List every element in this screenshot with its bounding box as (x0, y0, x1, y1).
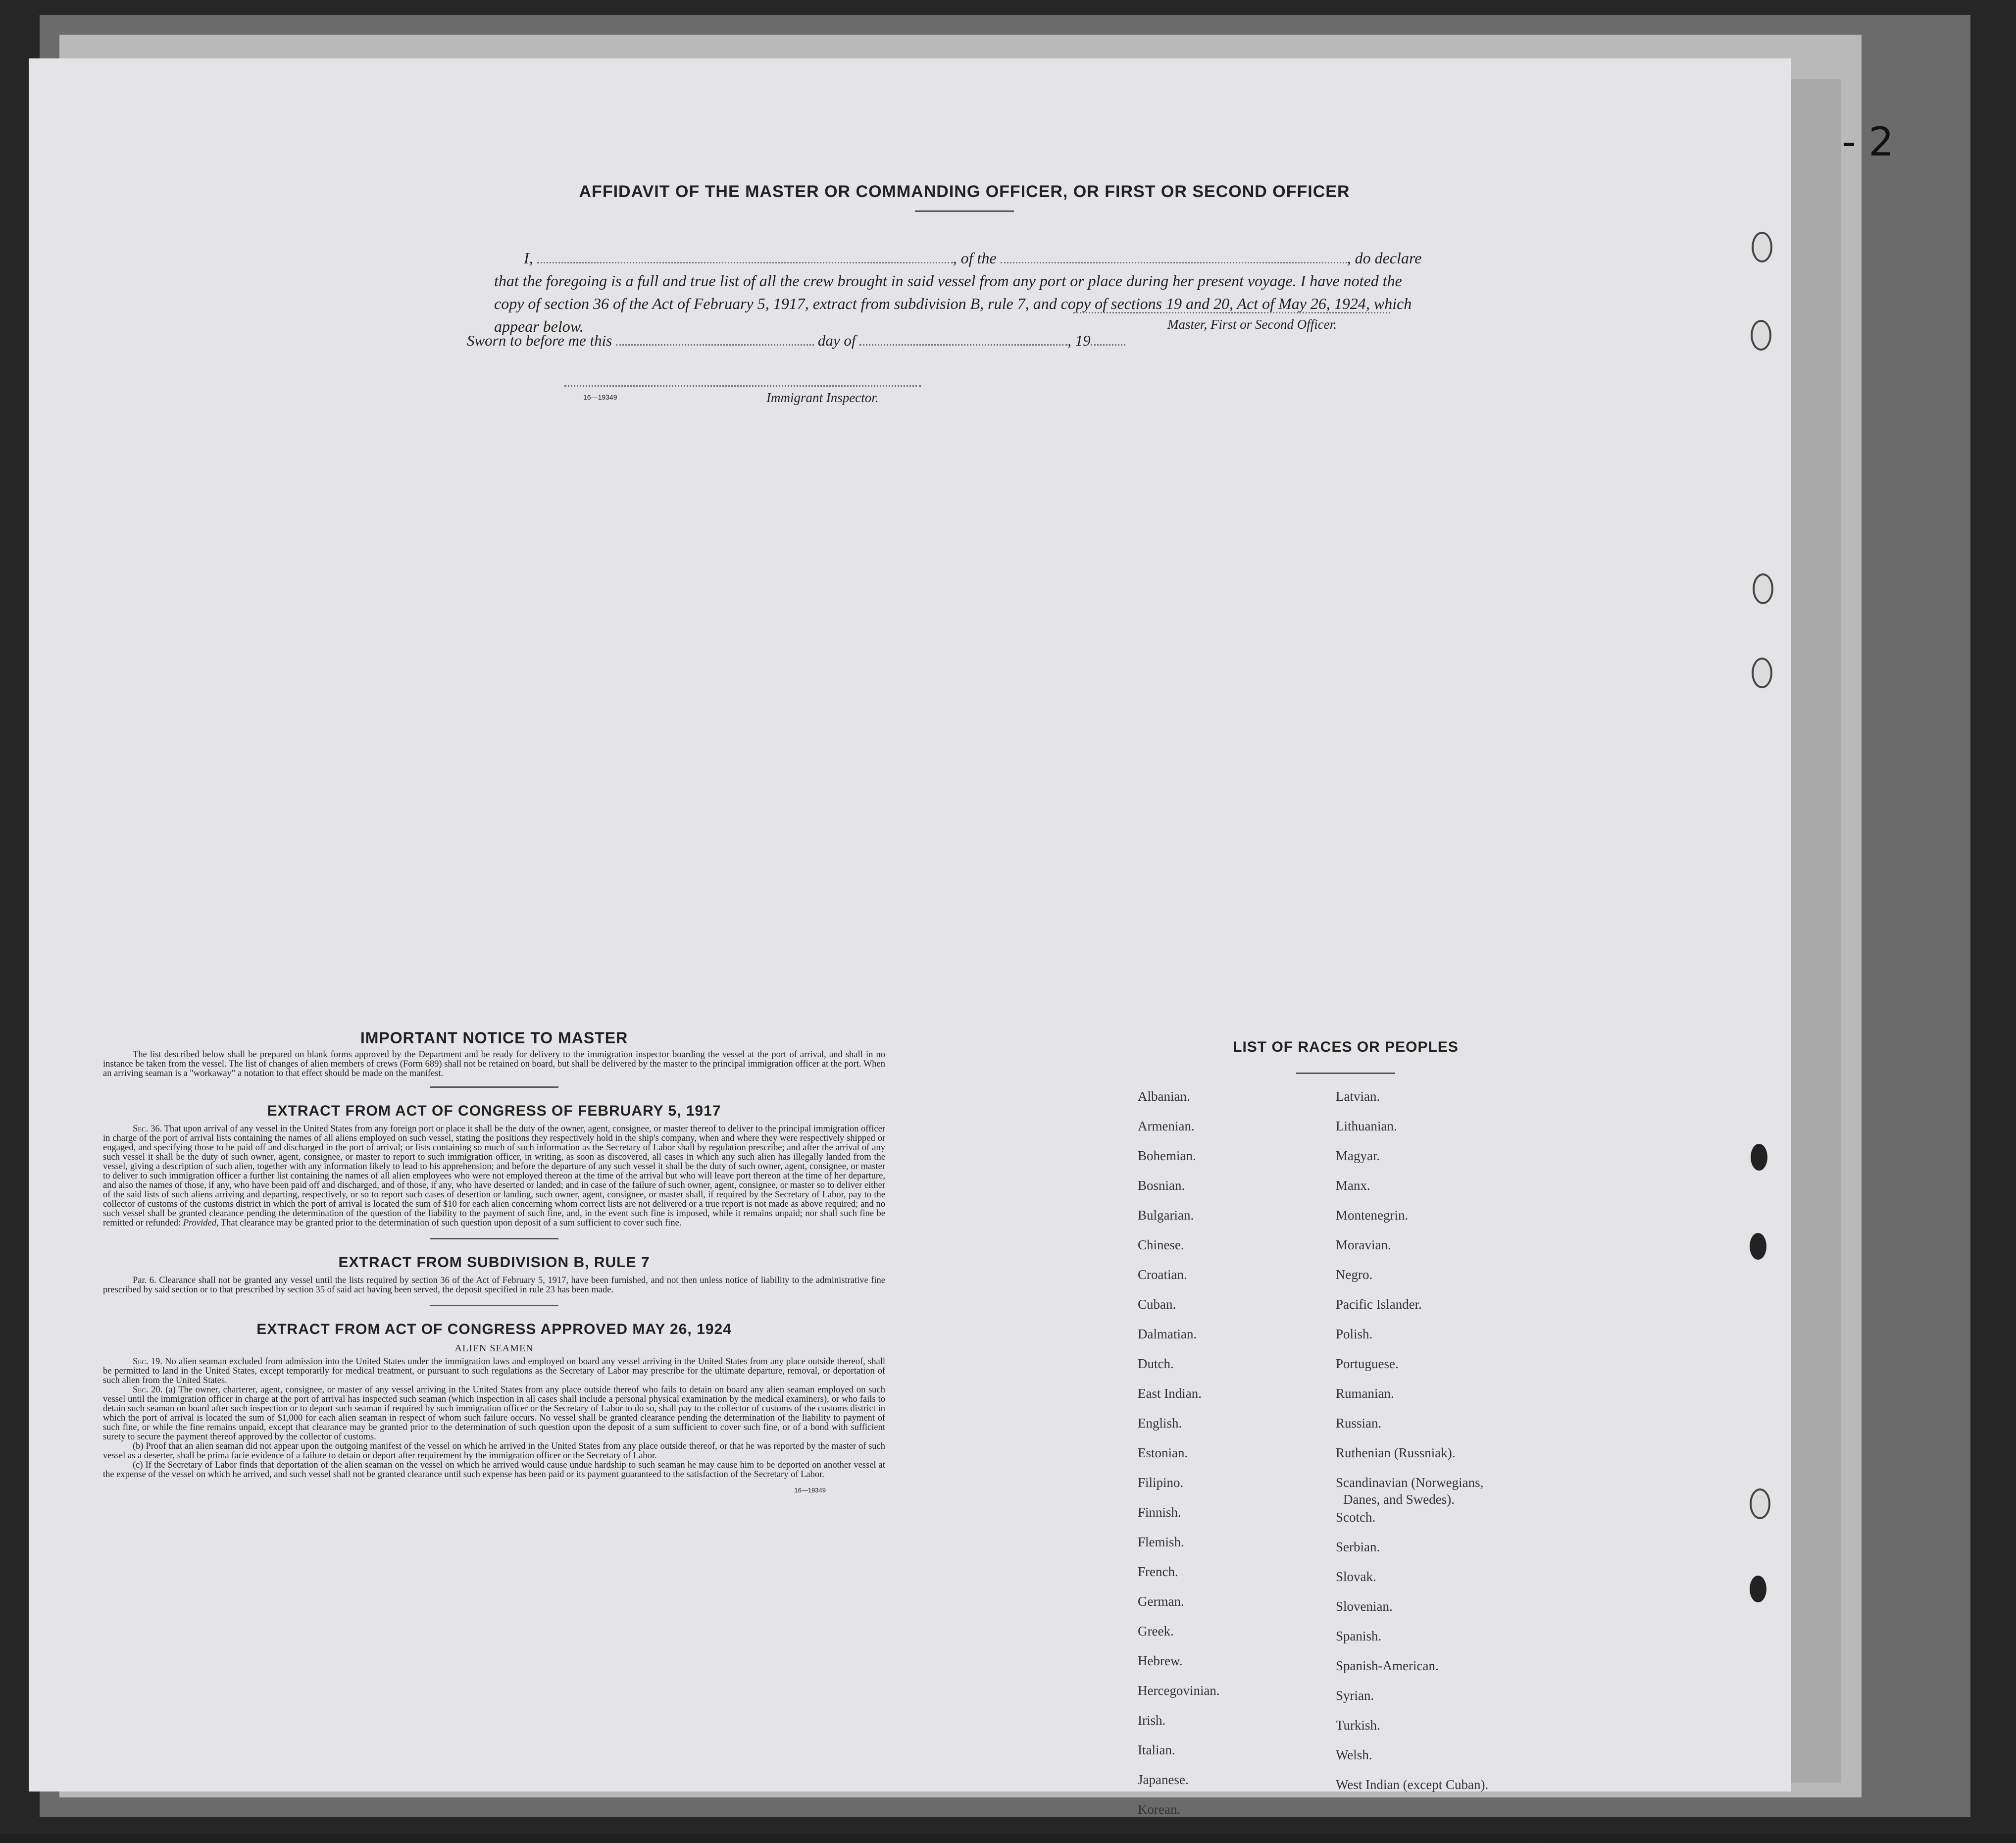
race-item: Albanian. (1138, 1089, 1190, 1104)
page-edge-strip (1791, 79, 1841, 1783)
notice-title: IMPORTANT NOTICE TO MASTER (360, 1029, 628, 1047)
sec20c-text: (c) If the Secretary of Labor finds that deportation of the alien seaman on the vessel on which he arrived would cause undue hardship to such seaman he may cause him to be deported on another vessel at the expense of the vessel on which he arrived, and such vessel shall not be granted clearance until such expense has been paid or its payment guaranteed to the satisfaction of the Secretary of Labor. (103, 1460, 885, 1480)
race-item: Pacific Islander. (1336, 1297, 1422, 1312)
binding-hole (1751, 320, 1771, 351)
section-label: Sec. 20. (133, 1385, 163, 1395)
race-item: Korean. (1138, 1802, 1181, 1817)
section-rule (430, 1238, 558, 1239)
race-item: Filipino. (1138, 1475, 1184, 1490)
section-label: Sec. 36. (133, 1124, 162, 1134)
race-item: Latvian. (1336, 1089, 1380, 1104)
affidavit-body: that the foregoing is a full and true list of all the crew brought in said vessel from any port or place during her present voyage. I have noted the copy of section 36 of the Act of February 5, 1917, extract from subdivision B, rule 7, and copy of sections 19 and 20, Act of May 26, 1924, which appear below. (494, 272, 1412, 335)
race-item: Russian. (1336, 1416, 1382, 1431)
section-rule (430, 1305, 558, 1306)
proviso-text: That clearance may be granted prior to the determination of such question upon deposit of a sum sufficient to cover such fine. (220, 1218, 682, 1228)
pronoun-label: I, (524, 249, 533, 267)
race-item: Cuban. (1138, 1297, 1176, 1312)
race-item: Negro. (1336, 1267, 1373, 1282)
race-item: Dalmatian. (1138, 1327, 1197, 1341)
binding-hole (1751, 1144, 1767, 1171)
master-signature-label: Master, First or Second Officer. (1167, 317, 1337, 332)
race-item: Finnish. (1138, 1505, 1181, 1520)
extract-1917-title: EXTRACT FROM ACT OF CONGRESS OF FEBRUARY 5, 1917 (267, 1103, 721, 1119)
binding-hole (1750, 1233, 1766, 1260)
section-body: That upon arrival of any vessel in the United States from any foreign port or place it shall be the duty of the owner, agent, consignee, or master thereof to deliver to the principal immigration officer in charge of the port of arrival lists containing the names of all aliens employed on such vessel, stating the positions they respectively hold in the ship's company, when and where they were respectively shipped or engaged, and specifying those to be paid off and discharged in the port of arrival; or lists containing so much of such information as the Secretary of Labor shall by regulation prescribe; and after the arrival of any such vessel it shall be the duty of such owner, agent, consignee, or master to report to such immigration officer, in writing, as soon as discovered, all cases in which any such alien has illegally landed from the vessel, giving a description of such alien, together with any information likely to lead to his apprehension; and before the departure of any such vessel it shall be the duty of such owner, agent, consignee, or master to deliver to such immigration officer a further list containing the names of all alien employees who were not employed thereon at the time of the arrival but who will leave port thereon at the time of her departure, and also the names of those, if any, who have been paid off and discharged, and of those, if any, who have deserted or landed; and in case of the failure of such owner, agent, consignee, or master so to deliver either of the said lists of such aliens arriving and departing, respectively, or so to report such cases of desertion or landing, such owner, agent, consignee, or master shall, if required by the Secretary of Labor, pay to the collector of customs of the customs district in which the port of arrival is located the sum of $10 for each alien concerning whom correct lists are not delivered or a true report is not made as above required; and no such vessel shall be granted clearance pending the determination of the question of the liability to the payment of such fine, and, in the event such fine is imposed, while it remains unpaid; nor shall such fine be remitted or refunded: (103, 1124, 885, 1228)
race-item: Lithuanian. (1336, 1119, 1397, 1133)
section-body: No alien seaman excluded from admission into the United States under the immigration laws and employed on board any vessel arriving in the United States from any place outside thereof, shall be permitted to land in the United States, except temporarily for medical treatment, or pursuant to such regulations as the Secretary of Labor may prescribe for the ultimate departure, removal, or deportation of such alien from the United States. (103, 1357, 885, 1385)
sworn-line (467, 332, 1125, 350)
year-label: , 19 (1067, 332, 1091, 349)
binding-hole (1752, 232, 1772, 262)
vessel-blank (1001, 261, 1347, 263)
race-item: Bohemian. (1138, 1148, 1196, 1163)
affidavit-form-number: 16—19349 (583, 393, 617, 401)
form-page (29, 58, 1791, 1843)
race-item: Ruthenian (Russniak). (1336, 1445, 1456, 1460)
notice-section (103, 1029, 885, 1494)
race-item: Manx. (1336, 1178, 1370, 1193)
extract-rule7-text: Par. 6. Clearance shall not be granted any vessel until the lists required by section 36 of the Act of February 5, 1917, have been furnished, and not then unless notice of liability to the administrative fine prescribed by said section or to that prescribed by section 35 of said act having been served, the deposit specified in rule 23 has been made. (103, 1276, 885, 1295)
proviso-label: Provided, (183, 1218, 219, 1228)
race-item: Welsh. (1336, 1747, 1372, 1762)
race-item: Italian. (1138, 1742, 1175, 1757)
race-item: Polish. (1336, 1327, 1373, 1341)
race-item: East Indian. (1138, 1386, 1202, 1401)
year-blank (1091, 344, 1125, 346)
races-columns (1123, 1074, 1568, 1827)
name-blank (537, 261, 953, 263)
section-rule (430, 1086, 558, 1088)
race-item: Turkish. (1336, 1718, 1380, 1733)
race-item: Danes, and Swedes). (1343, 1492, 1455, 1507)
section-body: (a) The owner, charterer, agent, consignee, or master of any vessel arriving in the United States from any place outside thereof who fails to detain on board any alien seaman employed on such vessel until the immigration officer in charge at the port of arrival has inspected such seaman (which inspection in all cases shall include a personal physical examination by the medical examiners), or who fails to detain such seaman on board after such inspection or to deport such seaman if required by such immigration officer or the Secretary of Labor to do so, shall pay to the collector of customs of the customs district in which the port of arrival is located the sum of $1,000 for each alien seaman in respect of whom such failure occurs. No vessel shall be granted clearance pending the determination of the liability to payment of such fine, or while the fine remains unpaid, except that clearance may be granted prior to the determination of such question upon the deposit of a sum sufficient to cover such fine, or of a bond with sufficient surety to secure the payment thereof approved by the collector of customs. (103, 1385, 886, 1442)
affidavit-section (494, 182, 1435, 338)
race-item: Moravian. (1336, 1237, 1391, 1252)
inspector-signature-label: Immigrant Inspector. (766, 390, 879, 405)
day-blank (616, 344, 814, 346)
race-item: Serbian. (1336, 1539, 1380, 1554)
race-item: Syrian. (1336, 1688, 1374, 1703)
extract-rule7-title: EXTRACT FROM SUBDIVISION B, RULE 7 (338, 1254, 650, 1271)
extract-form-number: 16—19349 (794, 1486, 826, 1494)
notice-text: The list described below shall be prepared on blank forms approved by the Department and be ready for delivery to the immigration inspector boarding the vessel at the port of arrival, and shall in no instance be taken from the vessel. The list of changes of alien members of crews (Form 689) shall not be retained on board, but shall be delivered by the master to the principal immigration officer at the port. When an arriving seaman is a "workaway" a notation to that effect should be made on the manifest. (103, 1050, 885, 1078)
race-item: Croatian. (1138, 1267, 1187, 1282)
race-item: Irish. (1138, 1713, 1166, 1728)
declare-label: , do declare (1347, 249, 1422, 267)
binding-hole (1750, 1488, 1770, 1519)
race-item: Scotch. (1336, 1510, 1376, 1525)
race-item: Slovak. (1336, 1569, 1376, 1584)
races-list (1123, 1039, 1568, 1843)
race-item: Spanish. (1336, 1629, 1382, 1643)
race-item: Bosnian. (1138, 1178, 1185, 1193)
races-form-number: 16—19349 (1514, 1835, 1548, 1843)
race-item: French. (1138, 1564, 1178, 1579)
race-item: Portuguese. (1336, 1356, 1399, 1371)
race-item: Bulgarian. (1138, 1208, 1194, 1223)
of-label: , of the (953, 249, 997, 267)
binding-hole (1750, 1576, 1766, 1602)
race-item: Montenegrin. (1336, 1208, 1409, 1223)
extract-1924-title: EXTRACT FROM ACT OF CONGRESS APPROVED MAY 26, 1924 (256, 1321, 732, 1337)
race-item: Armenian. (1138, 1119, 1195, 1133)
races-title: LIST OF RACES OR PEOPLES (1233, 1039, 1459, 1055)
handwritten-note: - 2 (1842, 119, 1894, 165)
race-item: English. (1138, 1416, 1182, 1431)
race-item: Chinese. (1138, 1237, 1184, 1252)
race-item: Rumanian. (1336, 1386, 1394, 1401)
race-item: Japanese. (1138, 1772, 1189, 1787)
race-item: Hercegovinian. (1138, 1683, 1220, 1698)
race-item: German. (1138, 1594, 1184, 1609)
race-item: Magyar. (1336, 1148, 1380, 1163)
inspector-signature-line (564, 385, 921, 387)
sec20a-text (103, 1385, 885, 1442)
master-signature-line (1073, 312, 1390, 313)
extract-1917-text (103, 1125, 885, 1228)
race-item: Greek. (1138, 1624, 1174, 1638)
race-item: Scandinavian (Norwegians, (1336, 1475, 1484, 1490)
race-item: Slovenian. (1336, 1599, 1393, 1614)
sec19-text (103, 1357, 885, 1385)
race-item: Dutch. (1138, 1356, 1174, 1371)
day-of-label: day of (817, 332, 856, 349)
month-blank (859, 344, 1067, 346)
title-rule (915, 210, 1014, 212)
race-item: West Indian (except Cuban). (1336, 1777, 1489, 1792)
sec20b-text: (b) Proof that an alien seaman did not appear upon the outgoing manifest of the vessel on which he arrived in the United States from any place outside thereof, or that he was reported by the master of such vessel as a deserter, shall be prima facie evidence of a failure to detain or deport after requirement by the immigration officer or the Secretary of Labor. (103, 1441, 885, 1461)
binding-hole (1752, 658, 1772, 688)
binding-hole (1753, 573, 1773, 604)
sworn-label: Sworn to before me this (467, 332, 612, 349)
race-item: Flemish. (1138, 1535, 1184, 1549)
race-item: Estonian. (1138, 1445, 1188, 1460)
affidavit-title: AFFIDAVIT OF THE MASTER OR COMMANDING OFFICER, OR FIRST OR SECOND OFFICER (579, 182, 1350, 201)
section-label: Sec. 19. (133, 1357, 162, 1367)
affidavit-first-line (494, 247, 1435, 269)
race-item: Hebrew. (1138, 1653, 1183, 1668)
race-item: Spanish-American. (1336, 1658, 1439, 1673)
alien-seamen-heading: ALIEN SEAMEN (454, 1343, 534, 1354)
